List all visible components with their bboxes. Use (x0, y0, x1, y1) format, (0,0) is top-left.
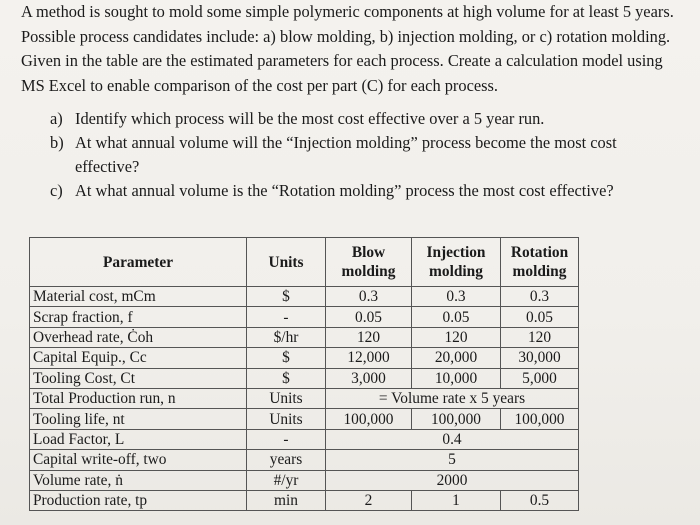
table-row (30, 450, 579, 470)
row-parameter: Tooling life, nt (30, 409, 247, 429)
row-rotation: 30,000 (501, 348, 579, 368)
table-row (30, 307, 579, 327)
question-item (50, 131, 690, 179)
table-row (30, 287, 579, 307)
row-rotation: 100,000 (501, 409, 579, 429)
question-text: At what annual volume is the “Rotation molding” process the most cost effective? (75, 181, 614, 200)
row-merged-value: 5 (326, 450, 579, 470)
row-blow: 0.05 (326, 307, 412, 327)
row-units: $/hr (247, 327, 326, 347)
row-units: $ (247, 368, 326, 388)
problem-statement (21, 0, 686, 98)
row-parameter: Scrap fraction, f (30, 307, 247, 327)
row-parameter: Capital Equip., Cc (30, 348, 247, 368)
row-blow: 2 (326, 490, 412, 510)
row-injection: 0.05 (412, 307, 501, 327)
row-parameter: Overhead rate, Ċoh (30, 327, 247, 347)
header-injection-molding: Injection molding (412, 238, 501, 287)
row-units: - (247, 429, 326, 449)
table-header-row (30, 238, 579, 287)
row-merged-value: 0.4 (326, 429, 579, 449)
row-units: #/yr (247, 470, 326, 490)
table-row (30, 348, 579, 368)
row-parameter: Production rate, tp (30, 490, 247, 510)
row-rotation: 120 (501, 327, 579, 347)
question-item (50, 179, 690, 203)
row-merged-value: = Volume rate x 5 years (326, 388, 579, 408)
question-label: b) (50, 133, 64, 152)
header-parameter: Parameter (30, 238, 247, 287)
row-injection: 100,000 (412, 409, 501, 429)
question-text: At what annual volume will the “Injection molding” process become the most cost effective? (75, 133, 617, 176)
row-units: years (247, 450, 326, 470)
row-units: min (247, 490, 326, 510)
row-parameter: Material cost, mCm (30, 287, 247, 307)
row-injection: 120 (412, 327, 501, 347)
row-parameter: Total Production run, n (30, 388, 247, 408)
row-blow: 3,000 (326, 368, 412, 388)
row-units: $ (247, 287, 326, 307)
row-blow: 12,000 (326, 348, 412, 368)
row-blow: 120 (326, 327, 412, 347)
row-injection: 1 (412, 490, 501, 510)
row-rotation: 0.05 (501, 307, 579, 327)
intro-paragraph: A method is sought to mold some simple polymeric components at high volume for at least 5 years. Possible process candidates include: a) blow molding, b) injection molding, or c) rotation molding. Given in the table are the estimated parameters for each process. Create a calculation model using MS Excel to enable comparison of the cost per part (C) for each process. (21, 2, 674, 95)
row-blow: 0.3 (326, 287, 412, 307)
question-text: Identify which process will be the most cost effective over a 5 year run. (75, 109, 545, 128)
row-injection: 0.3 (412, 287, 501, 307)
row-units: $ (247, 348, 326, 368)
question-list (50, 107, 690, 203)
row-parameter: Load Factor, L (30, 429, 247, 449)
row-units: Units (247, 388, 326, 408)
row-units: - (247, 307, 326, 327)
table-row (30, 388, 579, 408)
table-row (30, 470, 579, 490)
row-parameter: Volume rate, ṅ (30, 470, 247, 490)
table-row (30, 490, 579, 510)
row-parameter: Capital write-off, two (30, 450, 247, 470)
table-row (30, 368, 579, 388)
question-label: c) (50, 181, 63, 200)
table-row (30, 327, 579, 347)
header-blow-molding: Blow molding (326, 238, 412, 287)
header-rotation-molding: Rotation molding (501, 238, 579, 287)
row-merged-value: 2000 (326, 470, 579, 490)
question-item (50, 107, 690, 131)
row-injection: 20,000 (412, 348, 501, 368)
row-rotation: 0.5 (501, 490, 579, 510)
question-label: a) (50, 109, 63, 128)
row-units: Units (247, 409, 326, 429)
row-rotation: 0.3 (501, 287, 579, 307)
row-parameter: Tooling Cost, Ct (30, 368, 247, 388)
row-blow: 100,000 (326, 409, 412, 429)
row-rotation: 5,000 (501, 368, 579, 388)
parameter-table (29, 237, 579, 511)
table-row (30, 409, 579, 429)
row-injection: 10,000 (412, 368, 501, 388)
table-row (30, 429, 579, 449)
header-units: Units (247, 238, 326, 287)
